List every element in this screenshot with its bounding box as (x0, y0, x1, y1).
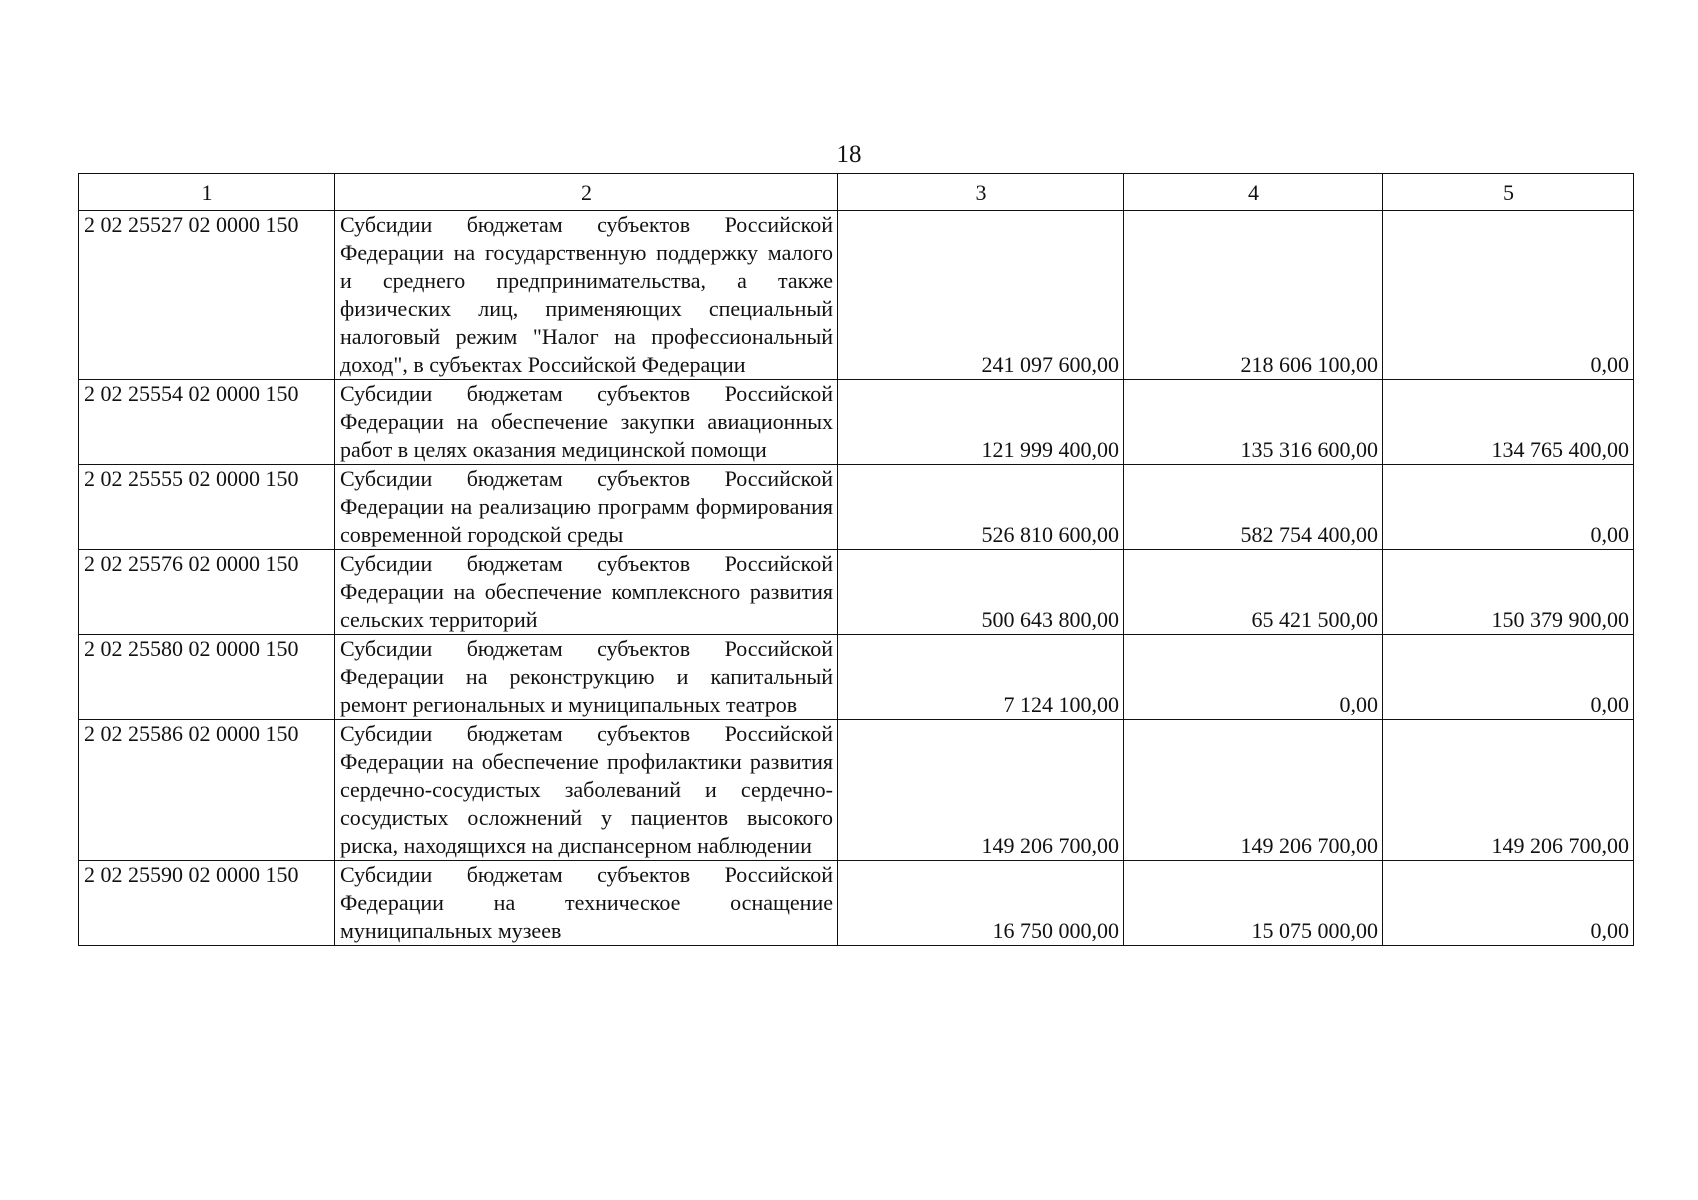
budget-code: 2 02 25576 02 0000 150 (79, 550, 335, 635)
amount-col-4: 135 316 600,00 (1124, 380, 1383, 465)
amount-col-3: 500 643 800,00 (838, 550, 1124, 635)
table-row (79, 861, 1634, 946)
budget-code: 2 02 25527 02 0000 150 (79, 211, 335, 380)
row-description: Субсидии бюджетам субъектов Российской Федерации на обеспечение закупки авиационных работ в целях оказания медицинской помощи (335, 380, 838, 465)
column-header-2: 2 (335, 174, 838, 211)
table-row (79, 720, 1634, 861)
budget-code: 2 02 25554 02 0000 150 (79, 380, 335, 465)
budget-code: 2 02 25590 02 0000 150 (79, 861, 335, 946)
budget-code: 2 02 25580 02 0000 150 (79, 635, 335, 720)
amount-col-5: 149 206 700,00 (1383, 720, 1634, 861)
column-header-5: 5 (1383, 174, 1634, 211)
budget-table (78, 173, 1634, 946)
amount-col-5: 0,00 (1383, 635, 1634, 720)
column-header-3: 3 (838, 174, 1124, 211)
amount-col-3: 16 750 000,00 (838, 861, 1124, 946)
page-number: 18 (836, 141, 862, 168)
amount-col-3: 149 206 700,00 (838, 720, 1124, 861)
amount-col-4: 15 075 000,00 (1124, 861, 1383, 946)
amount-col-5: 0,00 (1383, 465, 1634, 550)
header-row (79, 174, 1634, 211)
budget-code: 2 02 25586 02 0000 150 (79, 720, 335, 861)
row-description: Субсидии бюджетам субъектов Российской Федерации на обеспечение профилактики развития сердечно-сосудистых заболеваний и сердечно-сосудистых осложнений у пациентов высокого риска, находящихся на диспансерном наблюдении (335, 720, 838, 861)
table-row (79, 550, 1634, 635)
amount-col-4: 582 754 400,00 (1124, 465, 1383, 550)
row-description: Субсидии бюджетам субъектов Российской Федерации на обеспечение комплексного развития сельских территорий (335, 550, 838, 635)
row-description: Субсидии бюджетам субъектов Российской Федерации на техническое оснащение муниципальных музеев (335, 861, 838, 946)
row-description: Субсидии бюджетам субъектов Российской Федерации на государственную поддержку малого и среднего предпринимательства, а также физических лиц, применяющих специальный налоговый режим "Налог на профессиональный доход", в субъектах Российской Федерации (335, 211, 838, 380)
amount-col-4: 65 421 500,00 (1124, 550, 1383, 635)
table-row (79, 380, 1634, 465)
table-row (79, 211, 1634, 380)
row-description: Субсидии бюджетам субъектов Российской Федерации на реализацию программ формирования современной городской среды (335, 465, 838, 550)
amount-col-5: 0,00 (1383, 211, 1634, 380)
table-row (79, 635, 1634, 720)
row-description: Субсидии бюджетам субъектов Российской Федерации на реконструкцию и капитальный ремонт региональных и муниципальных театров (335, 635, 838, 720)
amount-col-5: 134 765 400,00 (1383, 380, 1634, 465)
amount-col-3: 7 124 100,00 (838, 635, 1124, 720)
column-header-4: 4 (1124, 174, 1383, 211)
amount-col-4: 0,00 (1124, 635, 1383, 720)
column-header-1: 1 (79, 174, 335, 211)
amount-col-3: 121 999 400,00 (838, 380, 1124, 465)
amount-col-3: 526 810 600,00 (838, 465, 1124, 550)
amount-col-5: 150 379 900,00 (1383, 550, 1634, 635)
budget-code: 2 02 25555 02 0000 150 (79, 465, 335, 550)
amount-col-4: 149 206 700,00 (1124, 720, 1383, 861)
table-row (79, 465, 1634, 550)
amount-col-3: 241 097 600,00 (838, 211, 1124, 380)
amount-col-5: 0,00 (1383, 861, 1634, 946)
amount-col-4: 218 606 100,00 (1124, 211, 1383, 380)
